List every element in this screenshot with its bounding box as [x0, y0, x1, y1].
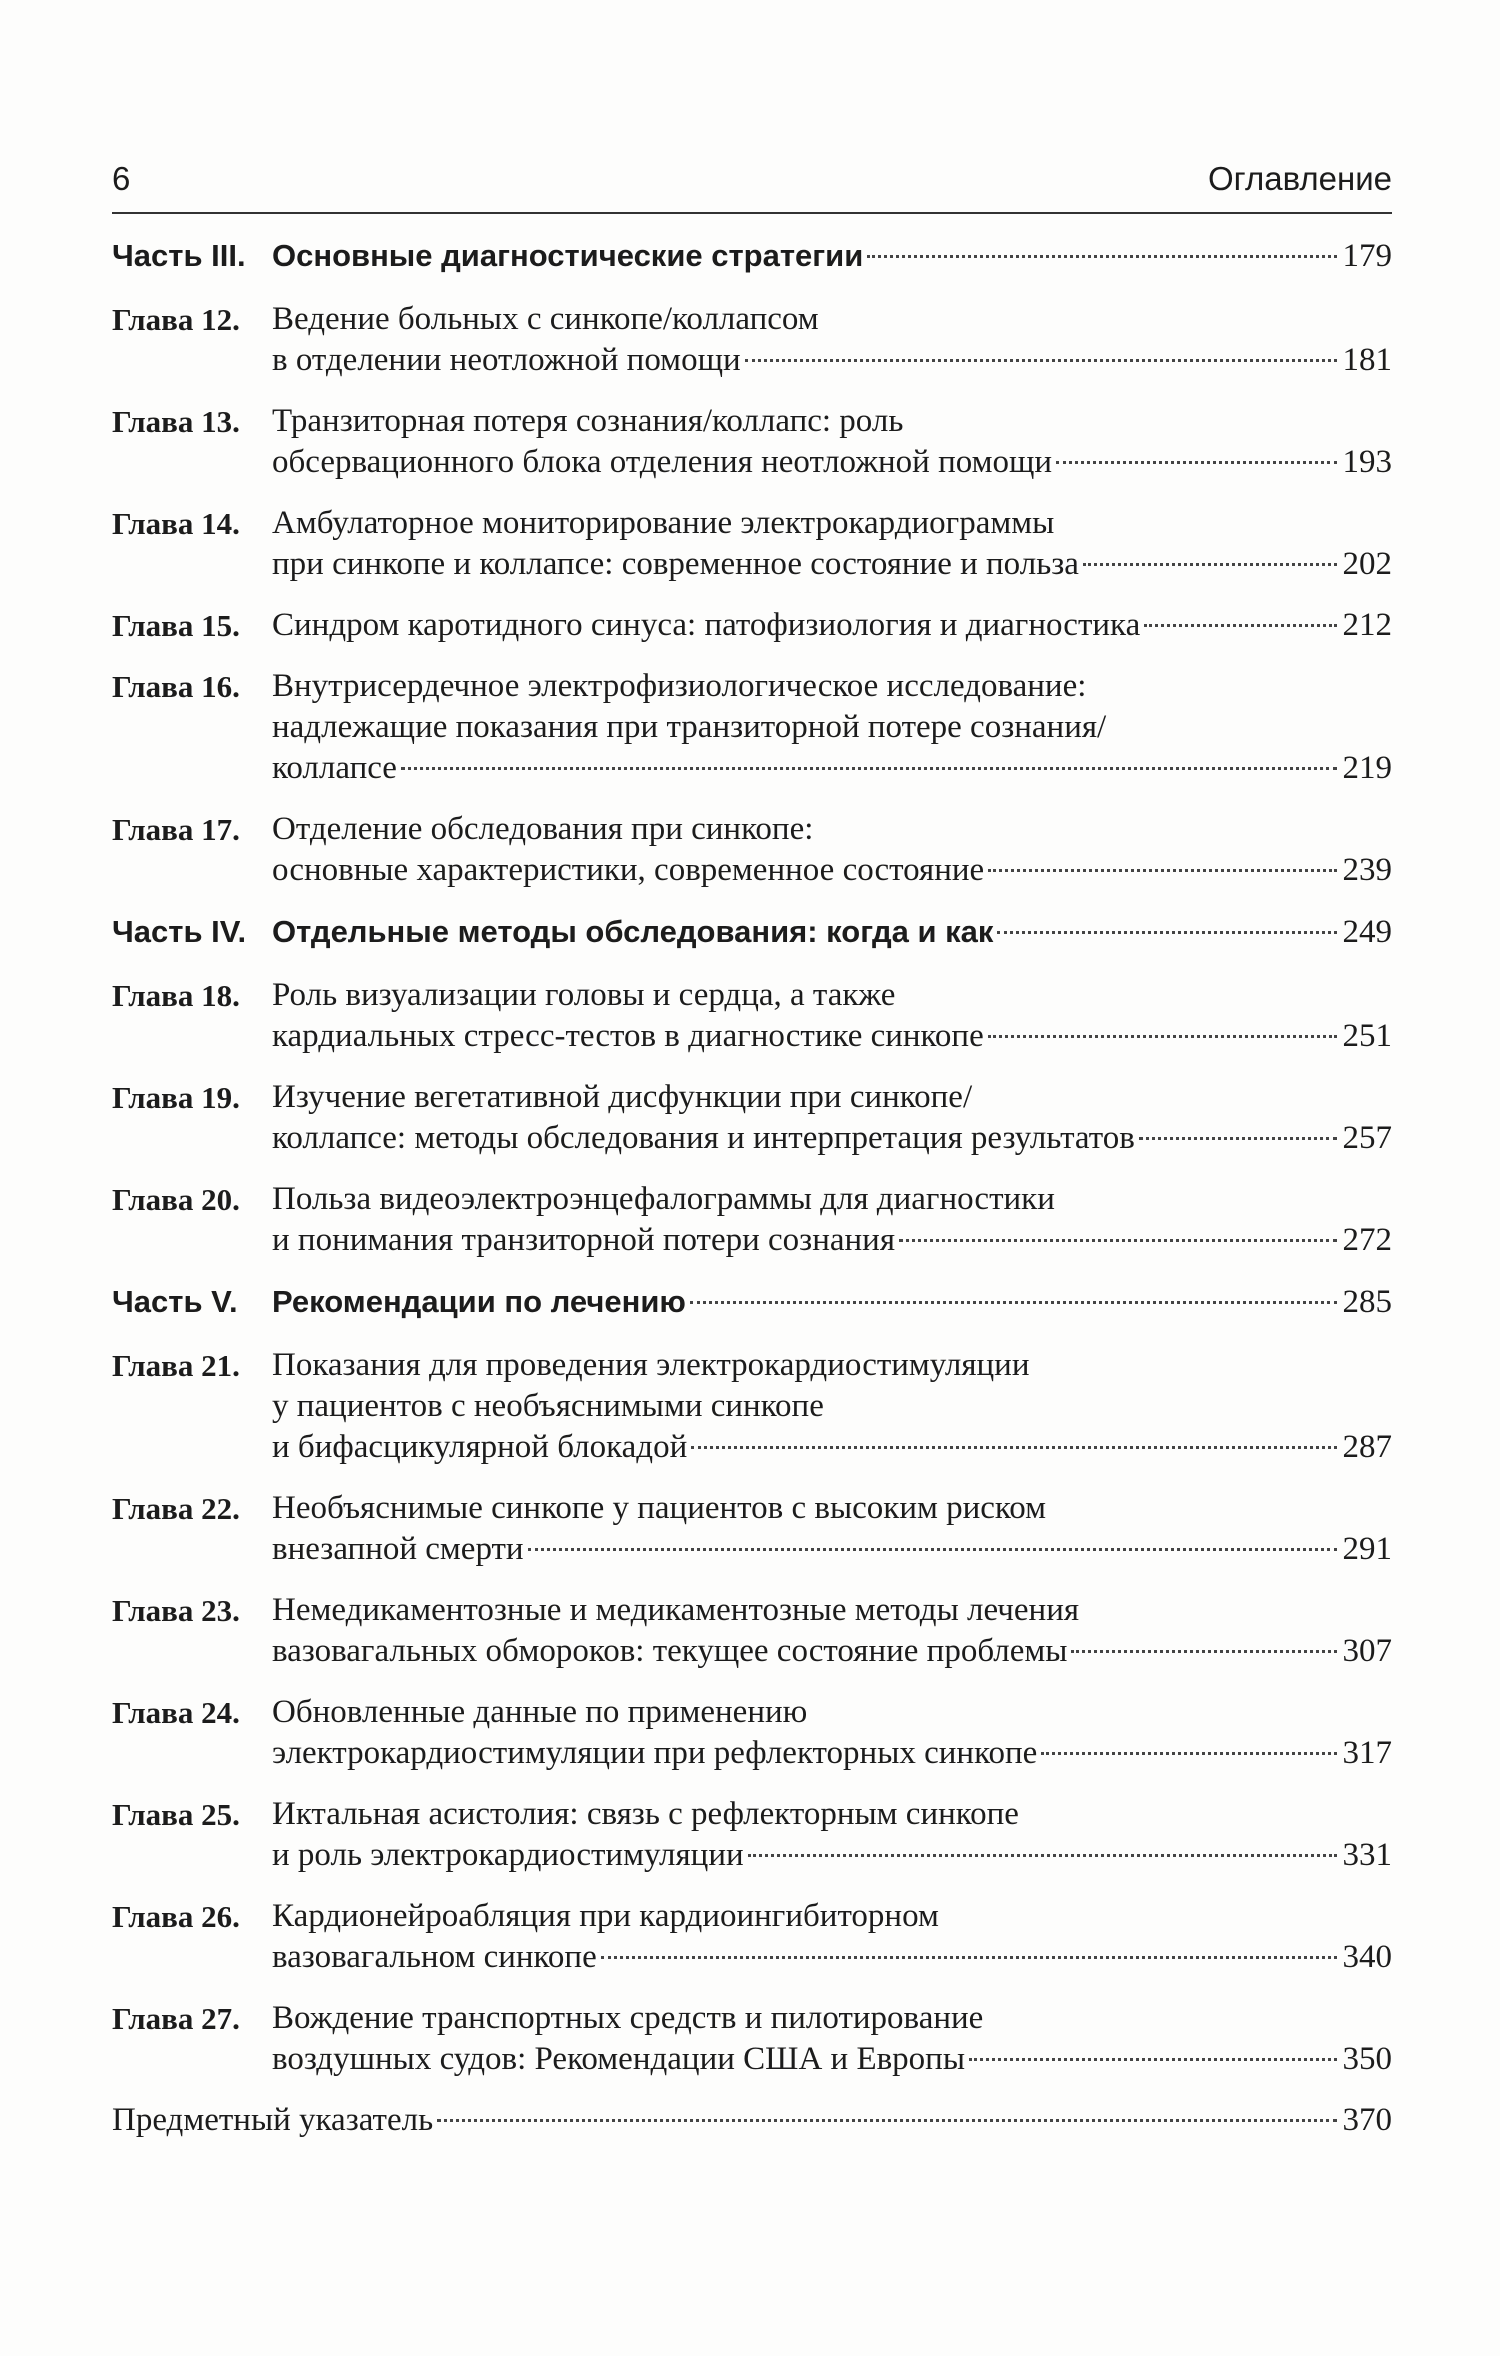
entry-label: Глава 16.: [112, 669, 240, 704]
toc-chapter-entry[interactable]: [112, 1998, 1392, 2080]
entry-title-line: Роль визуализации головы и сердца, а также: [272, 977, 896, 1013]
dot-leader: [899, 1239, 1336, 1242]
entry-title-text: и понимания транзиторной потери сознания: [272, 1222, 896, 1258]
page-ref: 307: [1342, 1633, 1392, 1669]
entry-title: [272, 503, 1392, 585]
page-ref: 249: [1342, 914, 1392, 950]
dot-leader: [690, 1301, 1337, 1304]
entry-label: Глава 26.: [112, 1899, 240, 1934]
page-ref: 340: [1342, 1939, 1392, 1975]
entry-title-line: [272, 1835, 1392, 1876]
entry-label: Часть IV.: [112, 914, 247, 949]
entry-title-text: в отделении неотложной помощи: [272, 342, 741, 378]
page-ref: 257: [1342, 1120, 1392, 1156]
entry-title-line: [272, 1427, 1392, 1468]
running-title: Оглавление: [1208, 160, 1392, 197]
dot-leader: [745, 359, 1337, 362]
entry-title: [272, 911, 1392, 953]
page-ref: 239: [1342, 852, 1392, 888]
entry-label: Глава 27.: [112, 2001, 240, 2036]
entry-title-line: [272, 1281, 1392, 1323]
toc-part-entry[interactable]: [112, 911, 1392, 953]
entry-title-line: Иктальная асистолия: связь с рефлекторным синкопе: [272, 1796, 1019, 1832]
page-ref: 193: [1342, 444, 1392, 480]
entry-title-line: [272, 2039, 1392, 2080]
entry-title-text: вазовагальных обмороков: текущее состояние проблемы: [272, 1633, 1068, 1669]
toc-index-entry[interactable]: [112, 2100, 1392, 2141]
page-ref: 179: [1342, 238, 1392, 274]
entry-title-text: воздушных судов: Рекомендации США и Европы: [272, 2041, 966, 2077]
page-ref: 202: [1342, 546, 1392, 582]
entry-title-text: вазовагальном синкопе: [272, 1939, 597, 1975]
dot-leader: [437, 2119, 1336, 2122]
page-header: [112, 160, 1392, 208]
index-title: Предметный указатель: [112, 2102, 434, 2138]
entry-title: [272, 975, 1392, 1057]
toc-chapter-entry[interactable]: [112, 1488, 1392, 1570]
dot-leader: [1139, 1137, 1337, 1140]
entry-title-line: Отделение обследования при синкопе:: [272, 811, 814, 847]
entry-title: [272, 666, 1392, 789]
entry-title-line: Кардионейроабляция при кардиоингибиторном: [272, 1898, 939, 1934]
entry-title-line: Амбулаторное мониторирование электрокардиограммы: [272, 505, 1055, 541]
entry-title-line: [272, 1118, 1392, 1159]
entry-label: Глава 13.: [112, 404, 240, 439]
entry-title: [272, 1896, 1392, 1978]
entry-title-text: основные характеристики, современное состояние: [272, 852, 985, 888]
dot-leader: [528, 1548, 1337, 1551]
entry-title-text: коллапсе: методы обследования и интерпретация результатов: [272, 1120, 1135, 1156]
entry-title-line: [272, 911, 1392, 953]
entry-label: Глава 25.: [112, 1797, 240, 1832]
entry-title-line: [272, 544, 1392, 585]
entry-title-line: надлежащие показания при транзиторной потере сознания/: [272, 709, 1107, 745]
entry-title-line: Показания для проведения электрокардиостимуляции: [272, 1347, 1030, 1383]
entry-title-text: и роль электрокардиостимуляции: [272, 1837, 744, 1873]
dot-leader: [1083, 563, 1337, 566]
entry-title-line: Вождение транспортных средств и пилотирование: [272, 2000, 984, 2036]
entry-title-line: Польза видеоэлектроэнцефалограммы для диагностики: [272, 1181, 1055, 1217]
dot-leader: [997, 931, 1336, 934]
toc-chapter-entry[interactable]: [112, 809, 1392, 891]
toc-chapter-entry[interactable]: [112, 666, 1392, 789]
dot-leader: [601, 1956, 1337, 1959]
entry-title-text: внезапной смерти: [272, 1531, 524, 1567]
dot-leader: [988, 1035, 1337, 1038]
entry-label: Глава 12.: [112, 302, 240, 337]
dot-leader: [969, 2058, 1336, 2061]
toc-part-entry[interactable]: [112, 235, 1392, 277]
entry-title-text: Основные диагностические стратегии: [272, 238, 864, 273]
dot-leader: [401, 767, 1337, 770]
entry-title-line: [272, 1631, 1392, 1672]
entry-label: Глава 23.: [112, 1593, 240, 1628]
dot-leader: [1144, 624, 1336, 627]
page-ref: 181: [1342, 342, 1392, 378]
table-of-contents: [112, 235, 1392, 2141]
entry-title-line: Изучение вегетативной дисфункции при синкопе/: [272, 1079, 973, 1115]
toc-chapter-entry[interactable]: [112, 1345, 1392, 1468]
entry-title: [272, 1794, 1392, 1876]
entry-title: [272, 1345, 1392, 1468]
entry-label: Часть V.: [112, 1284, 238, 1319]
toc-chapter-entry[interactable]: [112, 605, 1392, 646]
page-ref: 212: [1342, 607, 1392, 643]
page-ref: 287: [1342, 1429, 1392, 1465]
entry-title-line: [272, 748, 1392, 789]
entry-label: Глава 20.: [112, 1182, 240, 1217]
toc-chapter-entry[interactable]: [112, 1794, 1392, 1876]
entry-title-line: [272, 235, 1392, 277]
dot-leader: [691, 1446, 1336, 1449]
entry-title-line: Немедикаментозные и медикаментозные методы лечения: [272, 1592, 1080, 1628]
dot-leader: [1056, 461, 1336, 464]
toc-chapter-entry[interactable]: [112, 975, 1392, 1057]
toc-chapter-entry[interactable]: [112, 503, 1392, 585]
entry-label: Глава 21.: [112, 1348, 240, 1383]
page-number: 6: [112, 160, 131, 197]
entry-title: [272, 809, 1392, 891]
entry-label: Глава 15.: [112, 608, 240, 643]
dot-leader: [748, 1854, 1337, 1857]
page-ref: 331: [1342, 1837, 1392, 1873]
page-ref: 251: [1342, 1018, 1392, 1054]
entry-title-text: при синкопе и коллапсе: современное состояние и польза: [272, 546, 1079, 582]
entry-title-line: [272, 442, 1392, 483]
toc-chapter-entry[interactable]: [112, 401, 1392, 483]
entry-title-line: [272, 340, 1392, 381]
entry-title-line: [272, 1529, 1392, 1570]
toc-chapter-entry[interactable]: [112, 1692, 1392, 1774]
page-ref: 350: [1342, 2041, 1392, 2077]
entry-title-line: Транзиторная потеря сознания/коллапс: роль: [272, 403, 904, 439]
toc-chapter-entry[interactable]: [112, 1896, 1392, 1978]
toc-chapter-entry[interactable]: [112, 299, 1392, 381]
entry-title-text: и бифасцикулярной блокадой: [272, 1429, 688, 1465]
entry-title: [272, 1077, 1392, 1159]
entry-title-text: коллапсе: [272, 750, 397, 786]
entry-title-text: обсервационного блока отделения неотложной помощи: [272, 444, 1053, 480]
entry-title: [272, 401, 1392, 483]
entry-title-line: [272, 605, 1392, 646]
entry-title: [272, 605, 1392, 646]
entry-title: [272, 1692, 1392, 1774]
entry-label: Глава 17.: [112, 812, 240, 847]
entry-title: [272, 235, 1392, 277]
toc-part-entry[interactable]: [112, 1281, 1392, 1323]
dot-leader: [988, 869, 1336, 872]
entry-title-line: [272, 850, 1392, 891]
entry-label: Глава 18.: [112, 978, 240, 1013]
page-ref: 317: [1342, 1735, 1392, 1771]
entry-title-line: Внутрисердечное электрофизиологическое исследование:: [272, 668, 1087, 704]
entry-title-text: кардиальных стресс-тестов в диагностике синкопе: [272, 1018, 984, 1054]
page-ref: 285: [1342, 1284, 1392, 1320]
entry-title-text: Отдельные методы обследования: когда и как: [272, 914, 994, 949]
entry-title-line: Необъяснимые синкопе у пациентов с высоким риском: [272, 1490, 1047, 1526]
page-ref: 219: [1342, 750, 1392, 786]
entry-label: Глава 22.: [112, 1491, 240, 1526]
toc-chapter-entry[interactable]: [112, 1179, 1392, 1261]
entry-title-line: [272, 1016, 1392, 1057]
page-ref: 272: [1342, 1222, 1392, 1258]
toc-chapter-entry[interactable]: [112, 1077, 1392, 1159]
entry-title-line: Ведение больных с синкопе/коллапсом: [272, 301, 819, 337]
entry-title: [272, 299, 1392, 381]
entry-title-line: [272, 1220, 1392, 1261]
entry-title-text: Синдром каротидного синуса: патофизиология и диагностика: [272, 607, 1141, 643]
entry-title-line: Обновленные данные по применению: [272, 1694, 808, 1730]
page-ref: 370: [1342, 2102, 1392, 2138]
dot-leader: [1041, 1752, 1336, 1755]
entry-title-text: Рекомендации по лечению: [272, 1284, 686, 1319]
dot-leader: [1071, 1650, 1336, 1653]
entry-label: Глава 14.: [112, 506, 240, 541]
entry-title: [272, 1998, 1392, 2080]
dot-leader: [867, 255, 1336, 258]
entry-title-line: [272, 1937, 1392, 1978]
entry-label: Часть III.: [112, 238, 246, 273]
entry-title-line: [272, 1733, 1392, 1774]
entry-title: [272, 1281, 1392, 1323]
entry-title: [272, 1179, 1392, 1261]
entry-label: Глава 24.: [112, 1695, 240, 1730]
entry-title: [272, 1488, 1392, 1570]
toc-chapter-entry[interactable]: [112, 1590, 1392, 1672]
entry-label: Глава 19.: [112, 1080, 240, 1115]
page-ref: 291: [1342, 1531, 1392, 1567]
header-rule: [112, 212, 1392, 214]
entry-title-line: у пациентов с необъяснимыми синкопе: [272, 1388, 824, 1424]
entry-title-text: электрокардиостимуляции при рефлекторных синкопе: [272, 1735, 1038, 1771]
entry-title: [272, 1590, 1392, 1672]
